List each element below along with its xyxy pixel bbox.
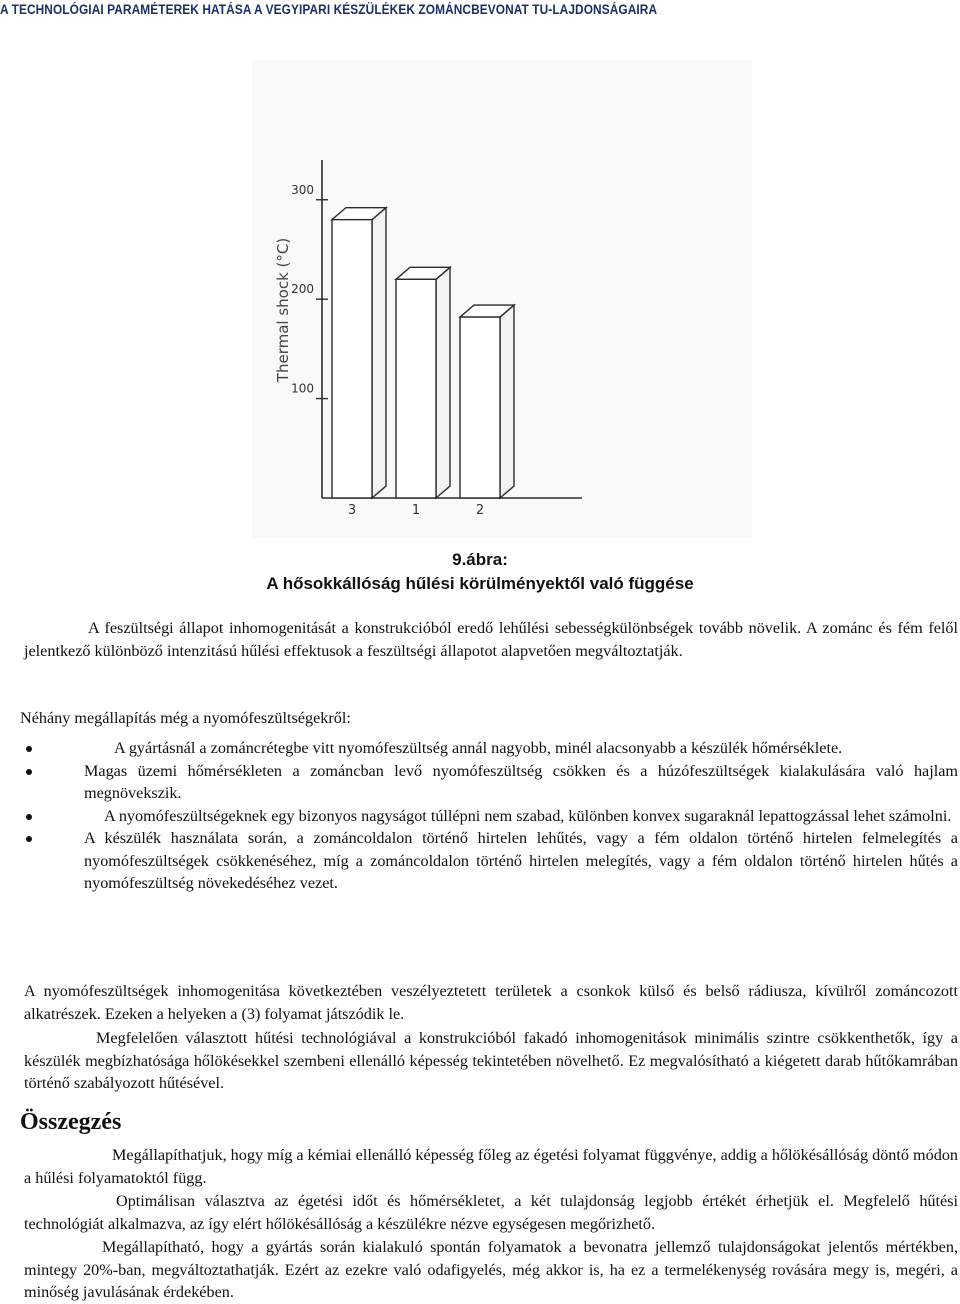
- y-tick-label: 200: [291, 282, 314, 297]
- bullet-icon: [26, 814, 32, 820]
- bullet-list: [26, 737, 958, 895]
- paragraph-4: Megfelelően választott hűtési technológiával a konstrukcióból fakadó inhomogenitások minimális szintre csökkenthetők, így a készülék megbízhatósága hőlökésekkel szembeni ellenálló képesség tekintetében növelhető. Ez megvalósítható a kiégetett darab hűtőkamrában történő szabályozott hűtésével.: [24, 1029, 958, 1092]
- paragraph-1: A feszültségi állapot inhomogenitását a konstrukcióból eredő lehűlési sebességkülönbségek tovább növelik. A zománc és fém felől jelentkező különböző intenzitású hűlési effektusok a feszültségi állapotot alapvetően megváltoztatják.: [24, 619, 958, 660]
- bar-front-face: [396, 279, 436, 498]
- paragraph-2: Néhány megállapítás még a nyomófeszültségekről:: [20, 709, 351, 727]
- list-item: A nyomófeszültségeknek egy bizonyos nagyságot túllépni nem szabad, különben konvex sugaraknál lepattogzással lehet számolni.: [26, 805, 958, 828]
- bullet-icon: [26, 769, 32, 775]
- summary-paragraph-3: Megállapítható, hogy a gyártás során kialakuló spontán folyamatok a bevonatra jellemző tulajdonságokat jelentős mértékben, mintegy 20%-ban, megváltoztathatják. Ezért az ezekre való odafigyelés, még akkor is, ha ez a termelékenység rovására megy is, megéri, a minőség javulásának érdekében.: [24, 1238, 958, 1301]
- y-axis-label: Thermal shock (°C): [274, 237, 292, 383]
- bar-front-face: [460, 317, 500, 498]
- y-tick-label: 100: [291, 381, 314, 396]
- summary-paragraph-1: Megállapíthatjuk, hogy míg a kémiai ellenálló képesség főleg az égetési folyamat függvénye, addig a hőlökésállóság döntő módon a hűlési folyamatoktól függ.: [24, 1146, 959, 1187]
- bullet-icon: [26, 746, 32, 752]
- paragraph-3: A nyomófeszültségek inhomogenitása következtében veszélyeztetett területek a csonkok külső és belső rádiusza, kívülről zománcozott alkatrészek. Ezeken a helyeken a (3) folyamat játszódik le.: [24, 982, 958, 1023]
- list-item: A készülék használata során, a zománcoldalon történő hirtelen lehűtés, vagy a fém oldalon történő hirtelen felmelegítés a nyomófeszültségek csökkenéséhez, míg a zománcoldalon történő hirtelen melegítés, vagy a fém oldalon történő hirtelen hűtés a nyomófeszültség növekedéséhez vezet.: [26, 827, 958, 895]
- bar-side-face: [500, 305, 514, 498]
- list-item: A gyártásnál a zománcrétegbe vitt nyomófeszültség annál nagyobb, minél alacsonyabb a készülék hőmérséklete.: [26, 737, 958, 760]
- y-tick-label: 300: [291, 182, 314, 197]
- summary-paragraph-2: Optimálisan választva az égetési időt és hőmérsékletet, a két tulajdonság legjobb értékét érhetjük el. Megfelelő hűtési technológiát alkalmazva, az így elért hőlökésállóság a készülékre nézve egységesen megőrizhető.: [24, 1192, 958, 1233]
- bar-side-face: [372, 208, 386, 498]
- x-tick-label: 2: [475, 503, 485, 518]
- bar: [396, 267, 450, 498]
- x-tick-label: 3: [347, 503, 357, 518]
- x-tick-label: 1: [411, 503, 421, 518]
- list-item: Magas üzemi hőmérsékleten a zománcban levő nyomófeszültség csökken és a húzófeszültségek kialakulására való hajlam megnövekszik.: [26, 760, 958, 805]
- bar-side-face: [436, 267, 450, 498]
- bar: [332, 208, 386, 498]
- thermal-shock-bar-chart: [252, 60, 752, 538]
- running-header: A TECHNOLÓGIAI PARAMÉTEREK HATÁSA A VEGYIPARI KÉSZÜLÉKEK ZOMÁNCBEVONAT TU-LAJDONSÁGAIRA: [0, 2, 658, 17]
- figure-caption: [0, 548, 960, 596]
- figure-title: A hősokkállóság hűlési körülményektől való függése: [266, 574, 694, 593]
- bar: [460, 305, 514, 498]
- figure-number: 9.ábra:: [452, 550, 508, 569]
- section-heading: Összegzés: [20, 1109, 122, 1135]
- bullet-icon: [26, 836, 32, 842]
- bar-front-face: [332, 220, 372, 498]
